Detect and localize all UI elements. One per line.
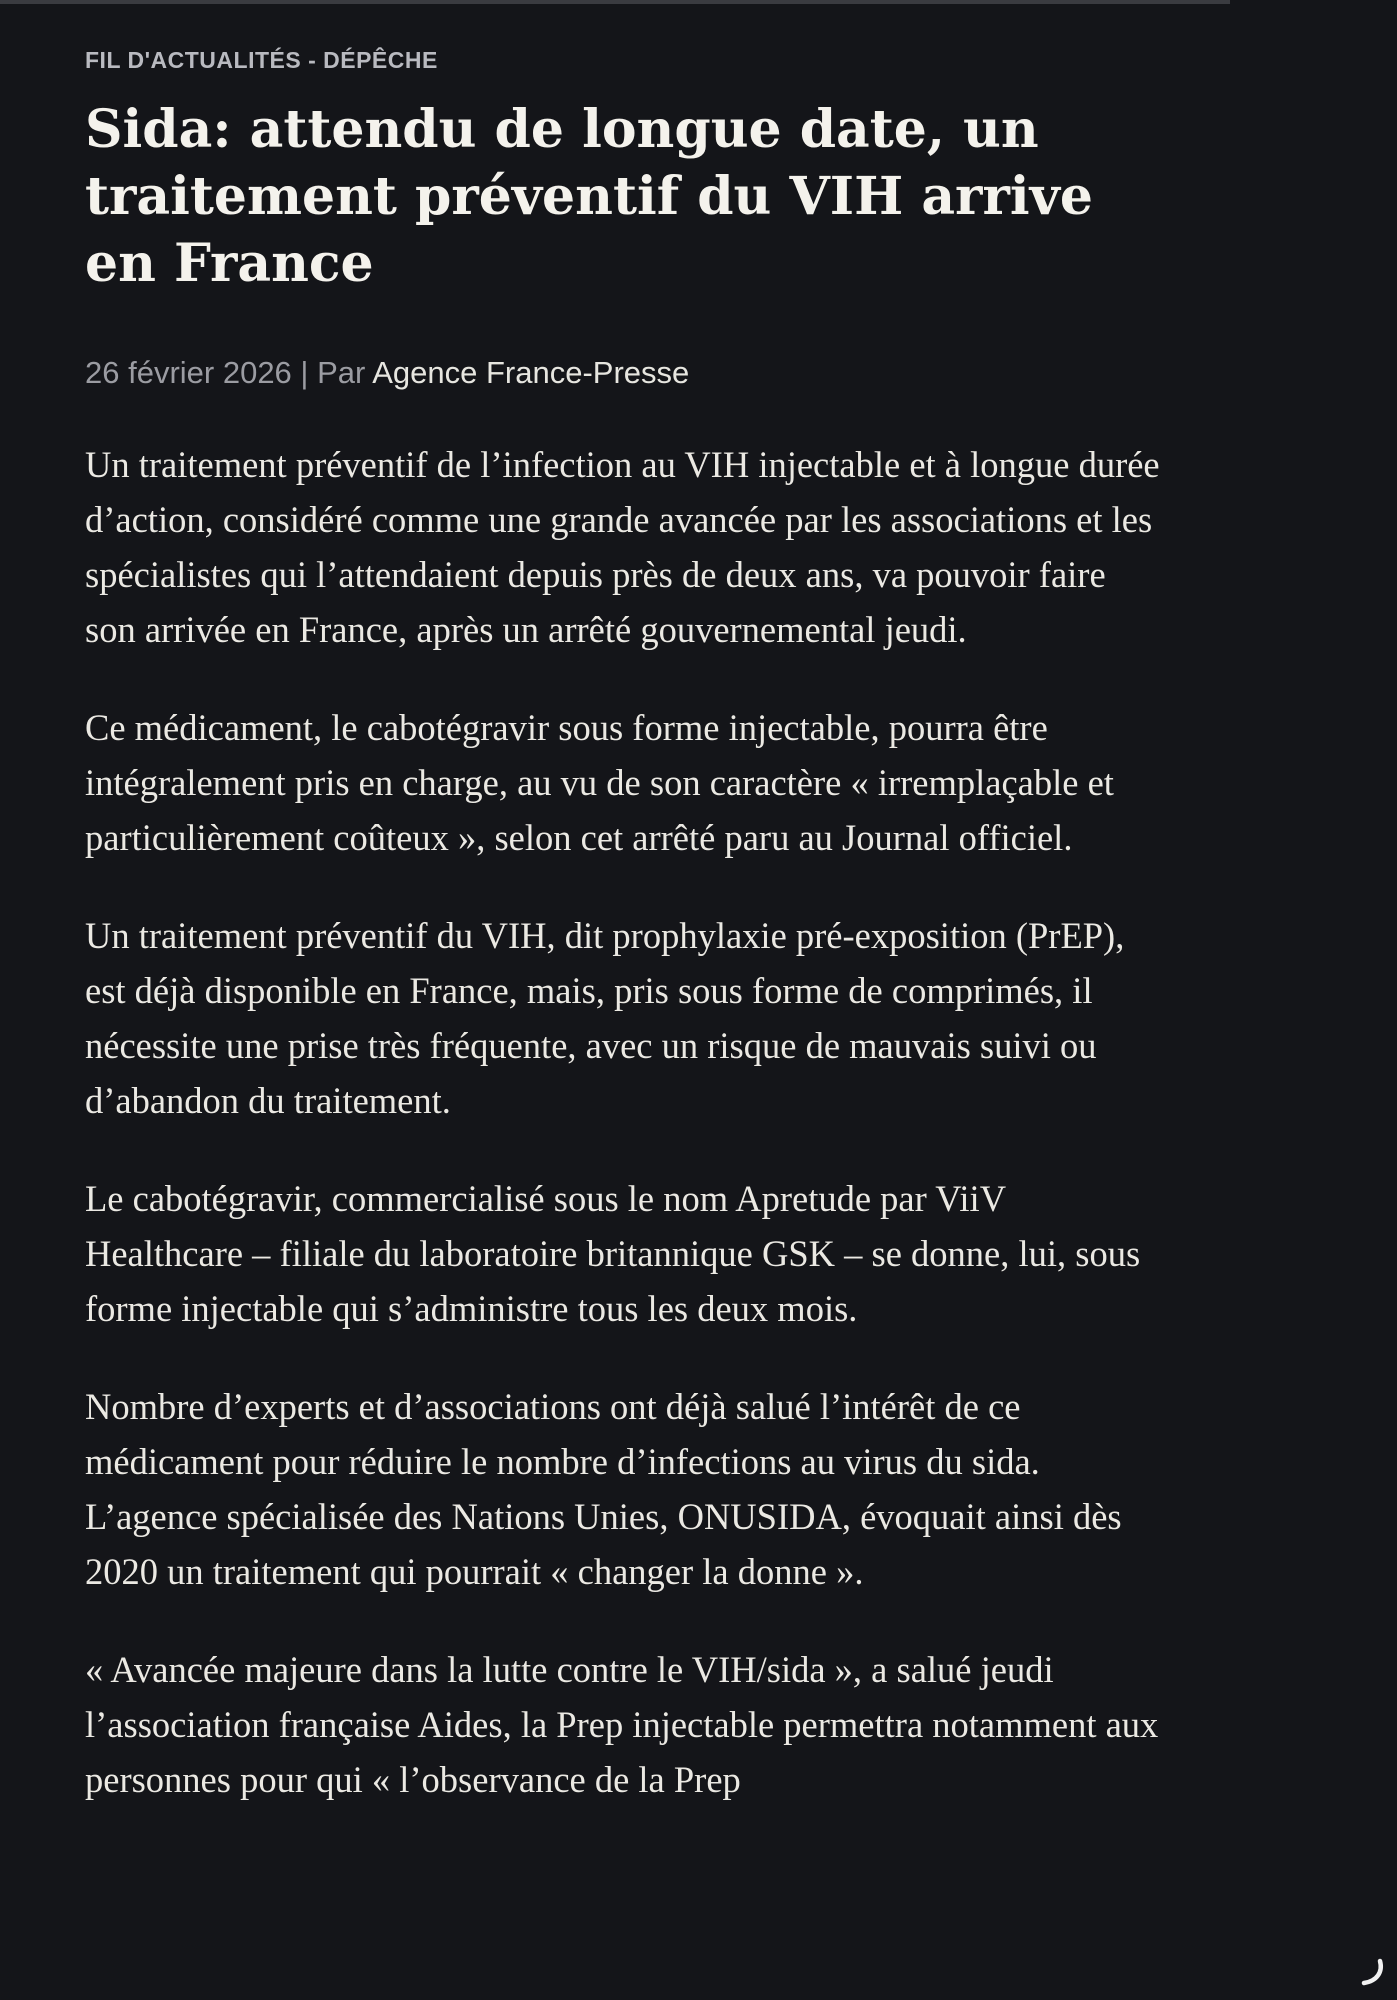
article-headline: Sida: attendu de longue date, un traitement préventif du VIH arrive en France xyxy=(85,99,1093,294)
article-paragraph: Le cabotégravir, commercialisé sous le nom Apretude par ViiV Healthcare – filiale du laboratoire britannique GSK – se donne, lui, sous forme injectable qui s’administre tous les deux mois. xyxy=(85,1178,1141,1329)
article-paragraph: Un traitement préventif du VIH, dit prophylaxie pré-exposition (PrEP), est déjà disponible en France, mais, pris sous forme de comprimés, il nécessite une prise très fréquente, avec un risque de mauvais suivi ou d’abandon du traitement. xyxy=(85,915,1125,1121)
article-paragraph: Ce médicament, le cabotégravir sous forme injectable, pourra être intégralement pris en charge, au vu de son caractère « irremplaçable et particulièrement coûteux », selon cet arrêté paru au Journal officiel. xyxy=(85,707,1114,858)
article-paragraph: Nombre d’experts et d’associations ont déjà salué l’intérêt de ce médicament pour réduire le nombre d’infections au virus du sida. L’agence spécialisée des Nations Unies, ONUSIDA, évoquait ainsi dès 2020 un traitement qui pourrait « changer la donne ». xyxy=(85,1386,1122,1592)
loading-arc-icon xyxy=(1352,1953,1388,1989)
article-byline xyxy=(85,353,1165,393)
byline-separator: | Par xyxy=(291,355,373,390)
publish-date: 26 février 2026 xyxy=(85,355,292,390)
article-kicker: FIL D'ACTUALITÉS - DÉPÊCHE xyxy=(85,47,438,73)
top-progress-bar xyxy=(0,0,1230,4)
news-article xyxy=(85,46,1165,1850)
article-paragraph: « Avancée majeure dans la lutte contre le VIH/sida », a salué jeudi l’association française Aides, la Prep injectable permettra notamment aux personnes pour qui « l’observance de la Prep xyxy=(85,1649,1159,1800)
article-paragraph: Un traitement préventif de l’infection au VIH injectable et à longue durée d’action, considéré comme une grande avancée par les associations et les spécialistes qui l’attendaient depuis près de deux ans, va pouvoir faire son arrivée en France, après un arrêté gouvernemental jeudi. xyxy=(85,444,1160,650)
article-body xyxy=(85,437,1165,1807)
author-link[interactable]: Agence France-Presse xyxy=(372,355,690,390)
